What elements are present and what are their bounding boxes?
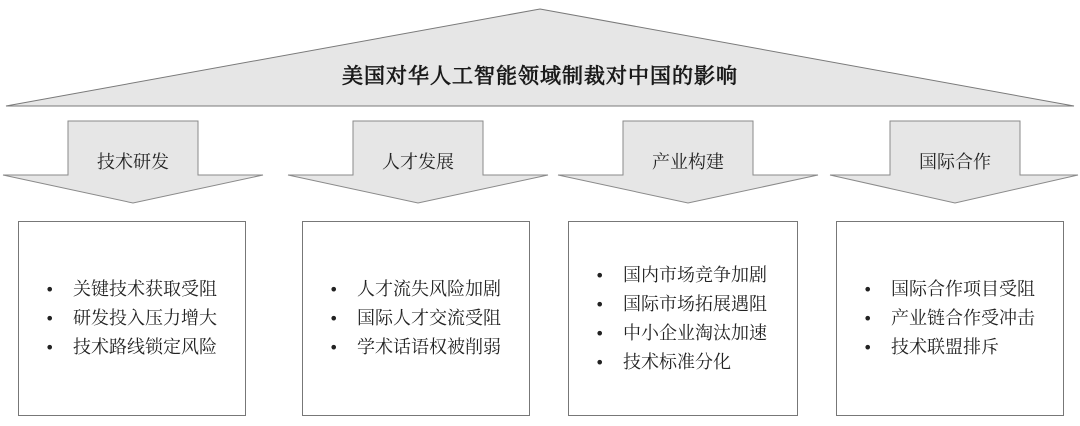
impact-list [303, 275, 501, 362]
list-item: • 技术标准分化 [595, 348, 767, 377]
impact-box-talent [302, 221, 530, 416]
list-item: • 技术联盟排斥 [863, 333, 1035, 362]
list-item: • 关键技术获取受阻 [45, 275, 217, 304]
list-item: • 技术路线锁定风险 [45, 333, 217, 362]
roof-banner [6, 9, 1074, 106]
impact-box-tech-rd [18, 221, 246, 416]
list-item: • 国际人才交流受阻 [329, 304, 501, 333]
arrow-label-cooperation: 国际合作 [919, 152, 991, 173]
impact-list [837, 275, 1035, 362]
impact-box-cooperation [836, 221, 1064, 416]
impact-box-industry [568, 221, 798, 416]
list-item: • 国内市场竞争加剧 [595, 261, 767, 290]
arrow-label-talent: 人才发展 [382, 152, 454, 173]
diagram-title: 美国对华人工智能领域制裁对中国的影响 [342, 64, 738, 88]
list-item: • 学术话语权被削弱 [329, 333, 501, 362]
arrow-label-tech-rd: 技术研发 [97, 152, 169, 173]
list-item: • 研发投入压力增大 [45, 304, 217, 333]
arrow-label-industry: 产业构建 [652, 152, 724, 173]
list-item: • 人才流失风险加剧 [329, 275, 501, 304]
impact-list [569, 261, 767, 377]
list-item: • 产业链合作受冲击 [863, 304, 1035, 333]
list-item: • 中小企业淘汰加速 [595, 319, 767, 348]
impact-list [19, 275, 217, 362]
list-item: • 国际合作项目受阻 [863, 275, 1035, 304]
list-item: • 国际市场拓展遇阻 [595, 290, 767, 319]
